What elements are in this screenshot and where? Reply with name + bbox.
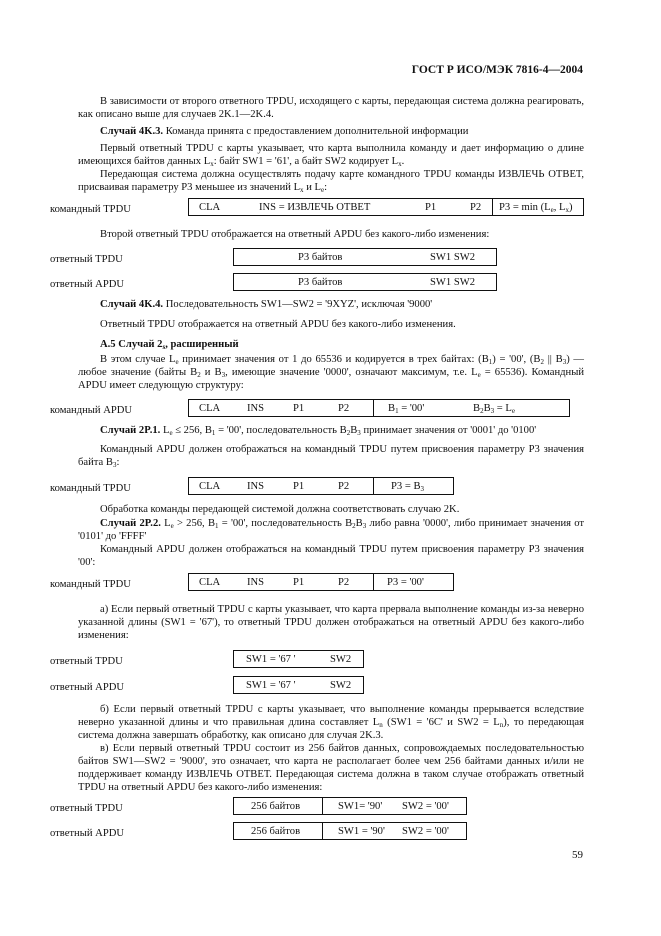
sw2-cell: SW2	[330, 680, 352, 691]
row-label-resp-apdu-3: ответный APDU	[50, 828, 125, 839]
paragraph-b	[78, 703, 584, 742]
s: e	[175, 358, 179, 366]
s: 3	[420, 485, 425, 493]
bytes-cell: 256 байтов	[251, 801, 301, 812]
resp-apdu-table-3	[233, 822, 467, 840]
s: 3	[357, 429, 361, 437]
sw2-cell: SW2 = '00'	[402, 826, 449, 837]
row-label-resp-tpdu-2: ответный TPDU	[50, 656, 123, 667]
s: 2	[352, 522, 356, 530]
t: || B	[544, 354, 563, 365]
sw1-cell: SW1 = '67 '	[246, 654, 296, 665]
p2-cell: P2	[338, 481, 350, 492]
row-label-cmd-tpdu-3: командный TPDU	[50, 579, 131, 590]
t: б) Если первый ответный TPDU с карты указывает, что выполнение команды прерывается вследствие неверно указанной длины и что правильная длина составляет L	[78, 704, 584, 728]
t: = '00', последовательность B	[215, 425, 347, 436]
t: (SW1 = '6C' и SW2 = L	[382, 717, 500, 728]
t: = '00'	[398, 403, 425, 414]
paragraph-3: Передающая система должна осуществлять подачу карте командного TPDU команды ИЗВЛЕЧЬ ОТВЕТ, присваивая параметру P3 меньшее из значений $L_x$ и $L_e$:	[78, 169, 584, 194]
s: 2	[197, 371, 201, 379]
divider	[373, 400, 374, 416]
sub-e: e	[550, 206, 554, 214]
p3-text: Передающая система должна осуществлять подачу карте командного TPDU команды ИЗВЛЕЧЬ ОТВЕТ, присваивая параметру P3 меньшее из значений L	[78, 169, 584, 193]
sw-cell: SW1 SW2	[430, 277, 476, 288]
paragraph-5: Ответный TPDU отображается на ответный APDU без какого-либо изменения.	[100, 319, 456, 330]
case-title: Случай 4K.4.	[100, 299, 164, 310]
p2-cell: P2	[338, 577, 350, 588]
a5-sub: s	[162, 343, 166, 351]
case-2p2-heading: Случай 2P.2. $L_e > 256$, $B_1$ = '00', последовательность $B_2B_3$ либо равна '0000', либо принимает значения от '0101' до 'FFFF'	[78, 518, 585, 542]
s: e	[477, 371, 481, 379]
cmd-tpdu-table-2	[188, 477, 454, 495]
p2-end: : байт SW1 = '61', а байт SW2 кодирует L	[213, 156, 399, 167]
cmd-apdu-table	[188, 399, 570, 417]
a5-title: A.5 Случай 2	[100, 339, 163, 350]
p3-and: и L	[303, 182, 321, 193]
cmd-tpdu-table	[188, 198, 584, 216]
t: ), то передающая система должна завершать обработку, как описано для случая 2K.3.	[78, 717, 585, 741]
p3-mid: , L	[553, 202, 566, 213]
row-label-cmd-apdu: командный APDU	[50, 405, 133, 416]
paragraph-c: в) Если первый ответный TPDU состоит из 256 байтов данных, сопровождаемых последовательностью байтов SW1—SW2 = '9000', это означает, что карта не располагает более чем 256 байтами данных и/или не поддерживает команду ИЗВЛЕЧЬ ОТВЕТ. Передающая система должна в таком случае отображать ответный TPDU на ответный APDU без какого-либо изменения:	[78, 743, 584, 793]
sub-x: x	[565, 206, 569, 214]
t: L	[160, 518, 171, 529]
s: 2	[540, 358, 544, 366]
t: B	[388, 403, 396, 414]
s: e	[170, 522, 174, 530]
p3-text: P3 = min (L	[499, 202, 551, 213]
p2-sub2: x	[398, 160, 402, 168]
p2-sub: x	[210, 160, 214, 168]
s: e	[511, 407, 516, 415]
p2-cell: P2	[338, 403, 350, 414]
resp-tpdu-table-3	[233, 797, 467, 815]
case-2p1-heading: Случай 2P.1. $L_e \le 256$, $B_1$ = '00', последовательность $B_2B_3$ принимает значения от '0001' до '0100'	[100, 425, 537, 437]
cla-cell: CLA	[199, 481, 221, 492]
p3-cell	[499, 201, 573, 214]
page-number: 59	[572, 849, 583, 861]
divider	[492, 199, 493, 215]
t: = '00', последовательность B	[218, 518, 353, 529]
s: 3	[562, 358, 567, 366]
p1-cell: P1	[293, 577, 305, 588]
s: 1	[211, 429, 216, 437]
paragraph-a: а) Если первый ответный TPDU с карты указывает, что карта прервала выполнение команды из-за неверно указанной длины (SW1 = '67'), то ответный TPDU должен отображаться на ответный APDU без какого-либо изменения:	[78, 604, 584, 641]
p3-sub-e: e	[320, 186, 325, 194]
t: ≤ 256, B	[172, 425, 212, 436]
resp-apdu-table-2	[233, 676, 364, 694]
p1-cell: P1	[425, 202, 437, 213]
s: 1	[215, 522, 219, 530]
row-label-resp-tpdu: ответный TPDU	[50, 254, 123, 265]
cmd-tpdu-table-3	[188, 573, 454, 591]
p2-text: Первый ответный TPDU с карты указывает, что карта выполнила команду и дает информацию о длине имеющихся байтов данных L	[78, 143, 584, 167]
s: 2	[480, 407, 484, 415]
p3-cell	[391, 480, 424, 493]
t: Командный APDU должен отображаться на командный TPDU путем присвоения параметру P3 значения байта B	[78, 444, 584, 468]
ins-cell: INS	[247, 403, 265, 414]
case-text: Последовательность SW1—SW2 = '9XYZ', исключая '9000'	[163, 299, 433, 310]
t: L	[160, 425, 170, 436]
s: 1	[395, 407, 399, 415]
row-label-resp-apdu-2: ответный APDU	[50, 682, 125, 693]
divider	[373, 574, 374, 590]
p3-bytes-cell: P3 байтов	[298, 252, 343, 263]
resp-tpdu-table	[233, 248, 497, 266]
cla-cell: CLA	[199, 403, 221, 414]
t: и B	[200, 367, 222, 378]
row-label-cmd-tpdu-2: командный TPDU	[50, 483, 131, 494]
ins-cell: INS	[247, 577, 265, 588]
s: 3	[490, 407, 495, 415]
paragraph-8: Обработка команды передающей системой должна соответствовать случаю 2K.	[100, 504, 460, 515]
t: принимает значения от 1 до 65536 и кодируется в трех байтах: (B	[178, 354, 489, 365]
s: 3	[362, 522, 367, 530]
resp-tpdu-table-2	[233, 650, 364, 668]
paragraph-7: Командный APDU должен отображаться на командный TPDU путем присвоения параметру P3 значения байта $B_3$:	[78, 444, 584, 469]
p3-sub-x: x	[300, 186, 304, 194]
sw1-cell: SW1= '90'	[338, 801, 383, 812]
sw-cell: SW1 SW2	[430, 252, 476, 263]
t: B	[473, 403, 481, 414]
t: , имеющие значение '0000', означают максимум, т.е. L	[225, 367, 478, 378]
case-title: Случай 2P.1.	[100, 425, 161, 436]
case-title: Случай 2P.2.	[100, 518, 161, 529]
p1-cell: P1	[293, 481, 305, 492]
ins-cell: INS	[247, 481, 265, 492]
t: принимает значения от '0001' до '0100'	[360, 425, 537, 436]
paragraph-6	[78, 353, 584, 392]
t: > 256, B	[173, 518, 216, 529]
row-label-resp-tpdu-3: ответный TPDU	[50, 803, 123, 814]
s: 3	[221, 371, 226, 379]
p3-cell: P3 = '00'	[387, 577, 424, 588]
cla-cell: CLA	[199, 577, 221, 588]
t: ) = '00', (B	[492, 354, 541, 365]
paragraph-1: В зависимости от второго ответного TPDU, исходящего с карты, передающая система должна реагировать, как описано выше для случаев 2K.1—2K.4.	[78, 96, 584, 120]
t: В этом случае L	[100, 354, 176, 365]
ins-cell: INS = ИЗВЛЕЧЬ ОТВЕТ	[259, 202, 371, 213]
t: либо равна '0000', либо принимает значения от '0101' до 'FFFF'	[78, 518, 585, 542]
case-4k3-heading	[78, 125, 584, 138]
t: = L	[494, 403, 512, 414]
row-label-resp-apdu: ответный APDU	[50, 279, 125, 290]
resp-apdu-table	[233, 273, 497, 291]
row-label-cmd-tpdu: командный TPDU	[50, 204, 131, 215]
section-a5-title	[78, 338, 584, 351]
paragraph-4: Второй ответный TPDU отображается на ответный APDU без какого-либо изменения:	[100, 229, 490, 240]
case-text: Команда принята с предоставлением дополнительной информации	[163, 126, 469, 137]
sw2-cell: SW2	[330, 654, 352, 665]
s: n	[379, 721, 383, 729]
a5-title-end: , расширенный	[165, 339, 239, 350]
t: P3 = B	[391, 481, 421, 492]
page-header: ГОСТ Р ИСО/МЭК 7816-4—2004	[411, 64, 583, 76]
sw1-cell: SW1 = '90'	[338, 826, 385, 837]
case-title: Случай 4K.3.	[100, 126, 164, 137]
b1-cell	[388, 402, 424, 415]
divider	[322, 798, 323, 814]
s: n	[499, 721, 504, 729]
s: 2	[346, 429, 351, 437]
paragraph-9: Командный APDU должен отображаться на командный TPDU путем присвоения параметру P3 значения '00':	[78, 544, 584, 568]
p2-cell: P2	[470, 202, 482, 213]
bytes-cell: 256 байтов	[251, 826, 301, 837]
cla-cell: CLA	[199, 202, 221, 213]
case-4k4-heading	[78, 298, 584, 311]
divider	[373, 478, 374, 494]
divider	[322, 823, 323, 839]
t: = 65536). Командный APDU имеет следующую структуру:	[78, 367, 584, 391]
p3-bytes-cell: P3 байтов	[298, 277, 343, 288]
p1-cell: P1	[293, 403, 305, 414]
t: ) — любое значение (байты B	[78, 354, 584, 378]
b23-cell: $B_2B_3 = L_e$	[473, 403, 516, 415]
p3-end: )	[568, 202, 573, 213]
sw1-cell: SW1 = '67 '	[246, 680, 296, 691]
s: 1	[488, 358, 493, 366]
s: 3	[112, 461, 117, 469]
sw2-cell: SW2 = '00'	[402, 801, 449, 812]
paragraph-2: Первый ответный TPDU с карты указывает, что карта выполнила команду и дает информацию о длине имеющихся байтов данных $L_x$: байт SW1 = '61', а байт SW2 кодирует $L_x$.	[78, 143, 584, 168]
s: e	[169, 429, 173, 437]
